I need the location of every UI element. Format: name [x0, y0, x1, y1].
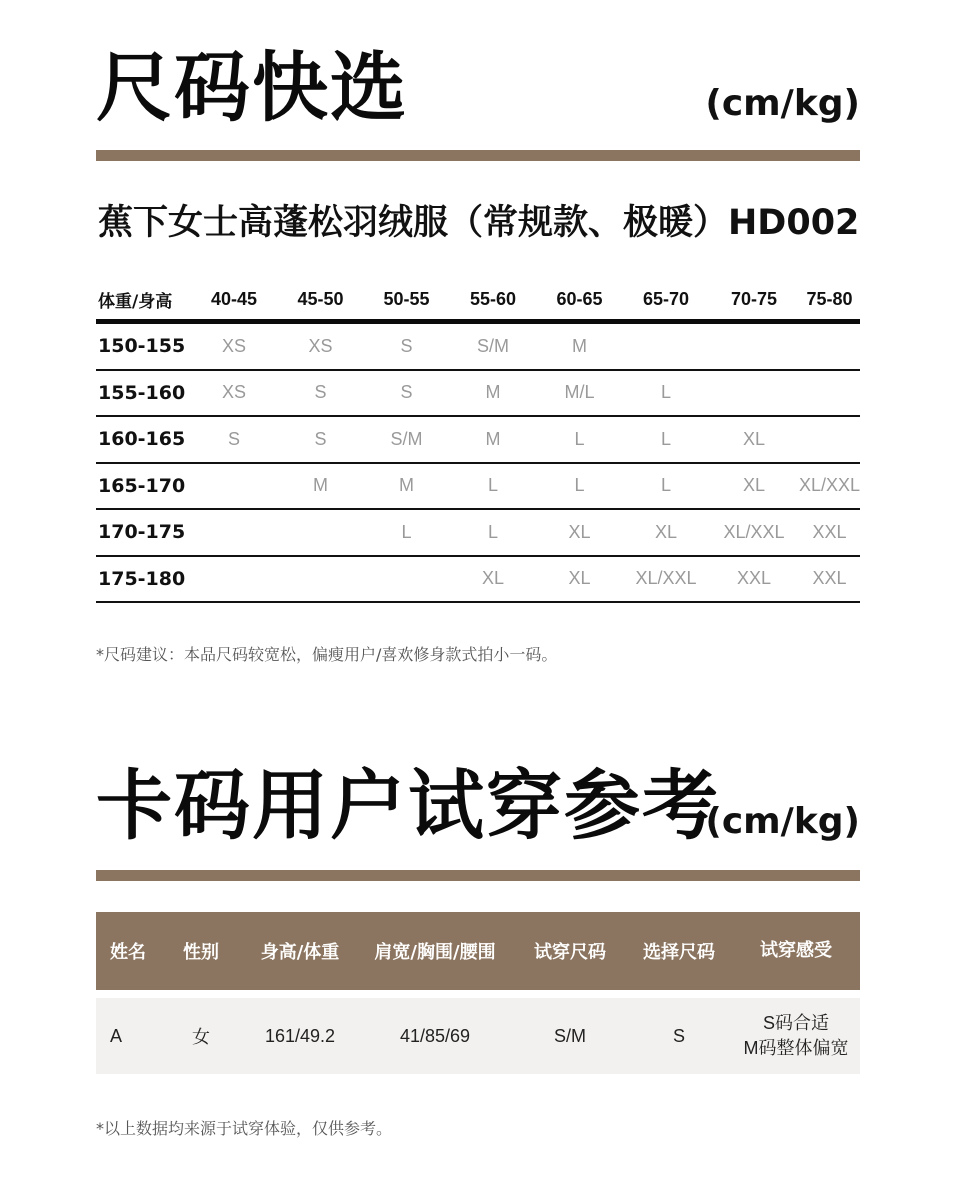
size-cell: XS	[221, 335, 246, 356]
height-row-label: 150-155	[98, 335, 186, 358]
header-measurements: 肩宽/胸围/腰围	[374, 942, 496, 963]
size-cell: XXL	[812, 568, 847, 589]
size-chart-header	[96, 280, 860, 324]
size-cell: XL/XXL	[723, 521, 785, 542]
size-chart-row	[96, 510, 860, 557]
size-guide-unit: (cm/kg)	[705, 83, 860, 124]
table-gap	[96, 990, 860, 998]
weight-column-header: 70-75	[730, 289, 778, 309]
header-tried-size: 试穿尺码	[534, 942, 606, 963]
size-cell: M	[313, 475, 328, 496]
height-row-label: 160-165	[98, 428, 186, 451]
header-chosen-size: 选择尺码	[643, 942, 715, 963]
size-chart-row	[96, 371, 860, 418]
size-cell: XS	[308, 335, 333, 356]
size-cell: L	[660, 428, 671, 449]
size-cell: XL	[654, 521, 678, 542]
size-cell: S	[227, 428, 240, 449]
height-row-label: 155-160	[98, 381, 186, 404]
user-tried-size: S/M	[553, 1025, 586, 1046]
header-name: 姓名	[110, 942, 146, 963]
weight-column-header: 65-70	[642, 289, 690, 309]
size-cell: L	[401, 521, 412, 542]
size-cell: XL	[742, 428, 766, 449]
height-row-label: 170-175	[98, 521, 186, 544]
size-chart-row	[96, 557, 860, 604]
size-chart-row	[96, 417, 860, 464]
header-feeling: 试穿感受	[760, 940, 832, 962]
size-cell: XL	[742, 475, 766, 496]
weight-column-header: 40-45	[210, 289, 258, 309]
size-cell: XL	[568, 521, 591, 542]
size-cell: S/M	[390, 428, 423, 449]
size-cell: L	[487, 521, 498, 542]
divider-bar	[96, 150, 860, 161]
size-guide-title: 尺码快选	[96, 43, 408, 132]
weight-column-header: 50-55	[383, 289, 430, 309]
height-row-label: 165-170	[98, 474, 186, 497]
size-cell: XL/XXL	[799, 475, 861, 496]
tryon-table	[96, 912, 860, 1074]
feeling-line: M码整体偏宽	[743, 1038, 849, 1058]
size-chart-row	[96, 324, 860, 371]
size-cell: L	[660, 475, 671, 496]
size-chart-row	[96, 464, 860, 511]
data-source-note: *以上数据均来源于试穿体验，仅供参考。	[96, 1119, 393, 1138]
size-cell: XL/XXL	[635, 568, 697, 589]
feeling-line: S码合适	[762, 1012, 829, 1033]
corner-label: 体重/身高	[98, 292, 173, 312]
user-feeling	[732, 1011, 860, 1061]
user-measurements: 41/85/69	[399, 1025, 471, 1046]
size-cell: L	[574, 428, 585, 449]
size-cell: M	[485, 382, 501, 403]
tryon-reference-title: 卡码用户试穿参考	[96, 761, 720, 850]
size-cell: L	[487, 475, 498, 496]
height-row-label: 175-180	[98, 567, 186, 590]
size-cell: M	[399, 475, 414, 496]
size-cell: XL	[568, 568, 591, 589]
tryon-table-header	[96, 912, 860, 990]
header-height-weight: 身高/体重	[260, 942, 340, 963]
header-gender: 性别	[183, 942, 219, 963]
size-cell: S	[400, 335, 413, 356]
size-cell: M	[485, 428, 501, 449]
user-gender: 女	[192, 1027, 210, 1047]
size-cell: S	[400, 382, 413, 403]
size-cell: S/M	[476, 335, 509, 356]
size-chart-table	[96, 280, 860, 603]
size-cell: XXL	[812, 521, 847, 542]
size-cell: S	[314, 382, 327, 403]
user-height-weight: 161/49.2	[264, 1025, 336, 1046]
weight-column-header: 75-80	[806, 289, 853, 309]
divider-bar	[96, 870, 860, 881]
user-chosen-size: S	[672, 1025, 685, 1046]
size-cell: XS	[221, 382, 246, 403]
user-name: A	[110, 1025, 123, 1046]
size-cell: S	[314, 428, 327, 449]
size-cell: L	[574, 475, 585, 496]
tryon-table-row	[96, 998, 860, 1074]
size-cell: XXL	[736, 568, 772, 589]
weight-column-header: 45-50	[297, 289, 344, 309]
weight-column-header: 55-60	[469, 289, 517, 309]
size-cell: M/L	[564, 382, 595, 403]
tryon-reference-unit: (cm/kg)	[705, 801, 860, 842]
weight-column-header: 60-65	[556, 289, 603, 309]
size-advice-note: *尺码建议：本品尺码较宽松，偏瘦用户/喜欢修身款式拍小一码。	[96, 645, 558, 664]
size-cell: M	[572, 335, 587, 356]
product-name: 蕉下女士高蓬松羽绒服（常规款、极暖）HD002	[98, 203, 860, 243]
size-cell: XL	[481, 568, 505, 589]
size-cell: L	[660, 382, 671, 403]
